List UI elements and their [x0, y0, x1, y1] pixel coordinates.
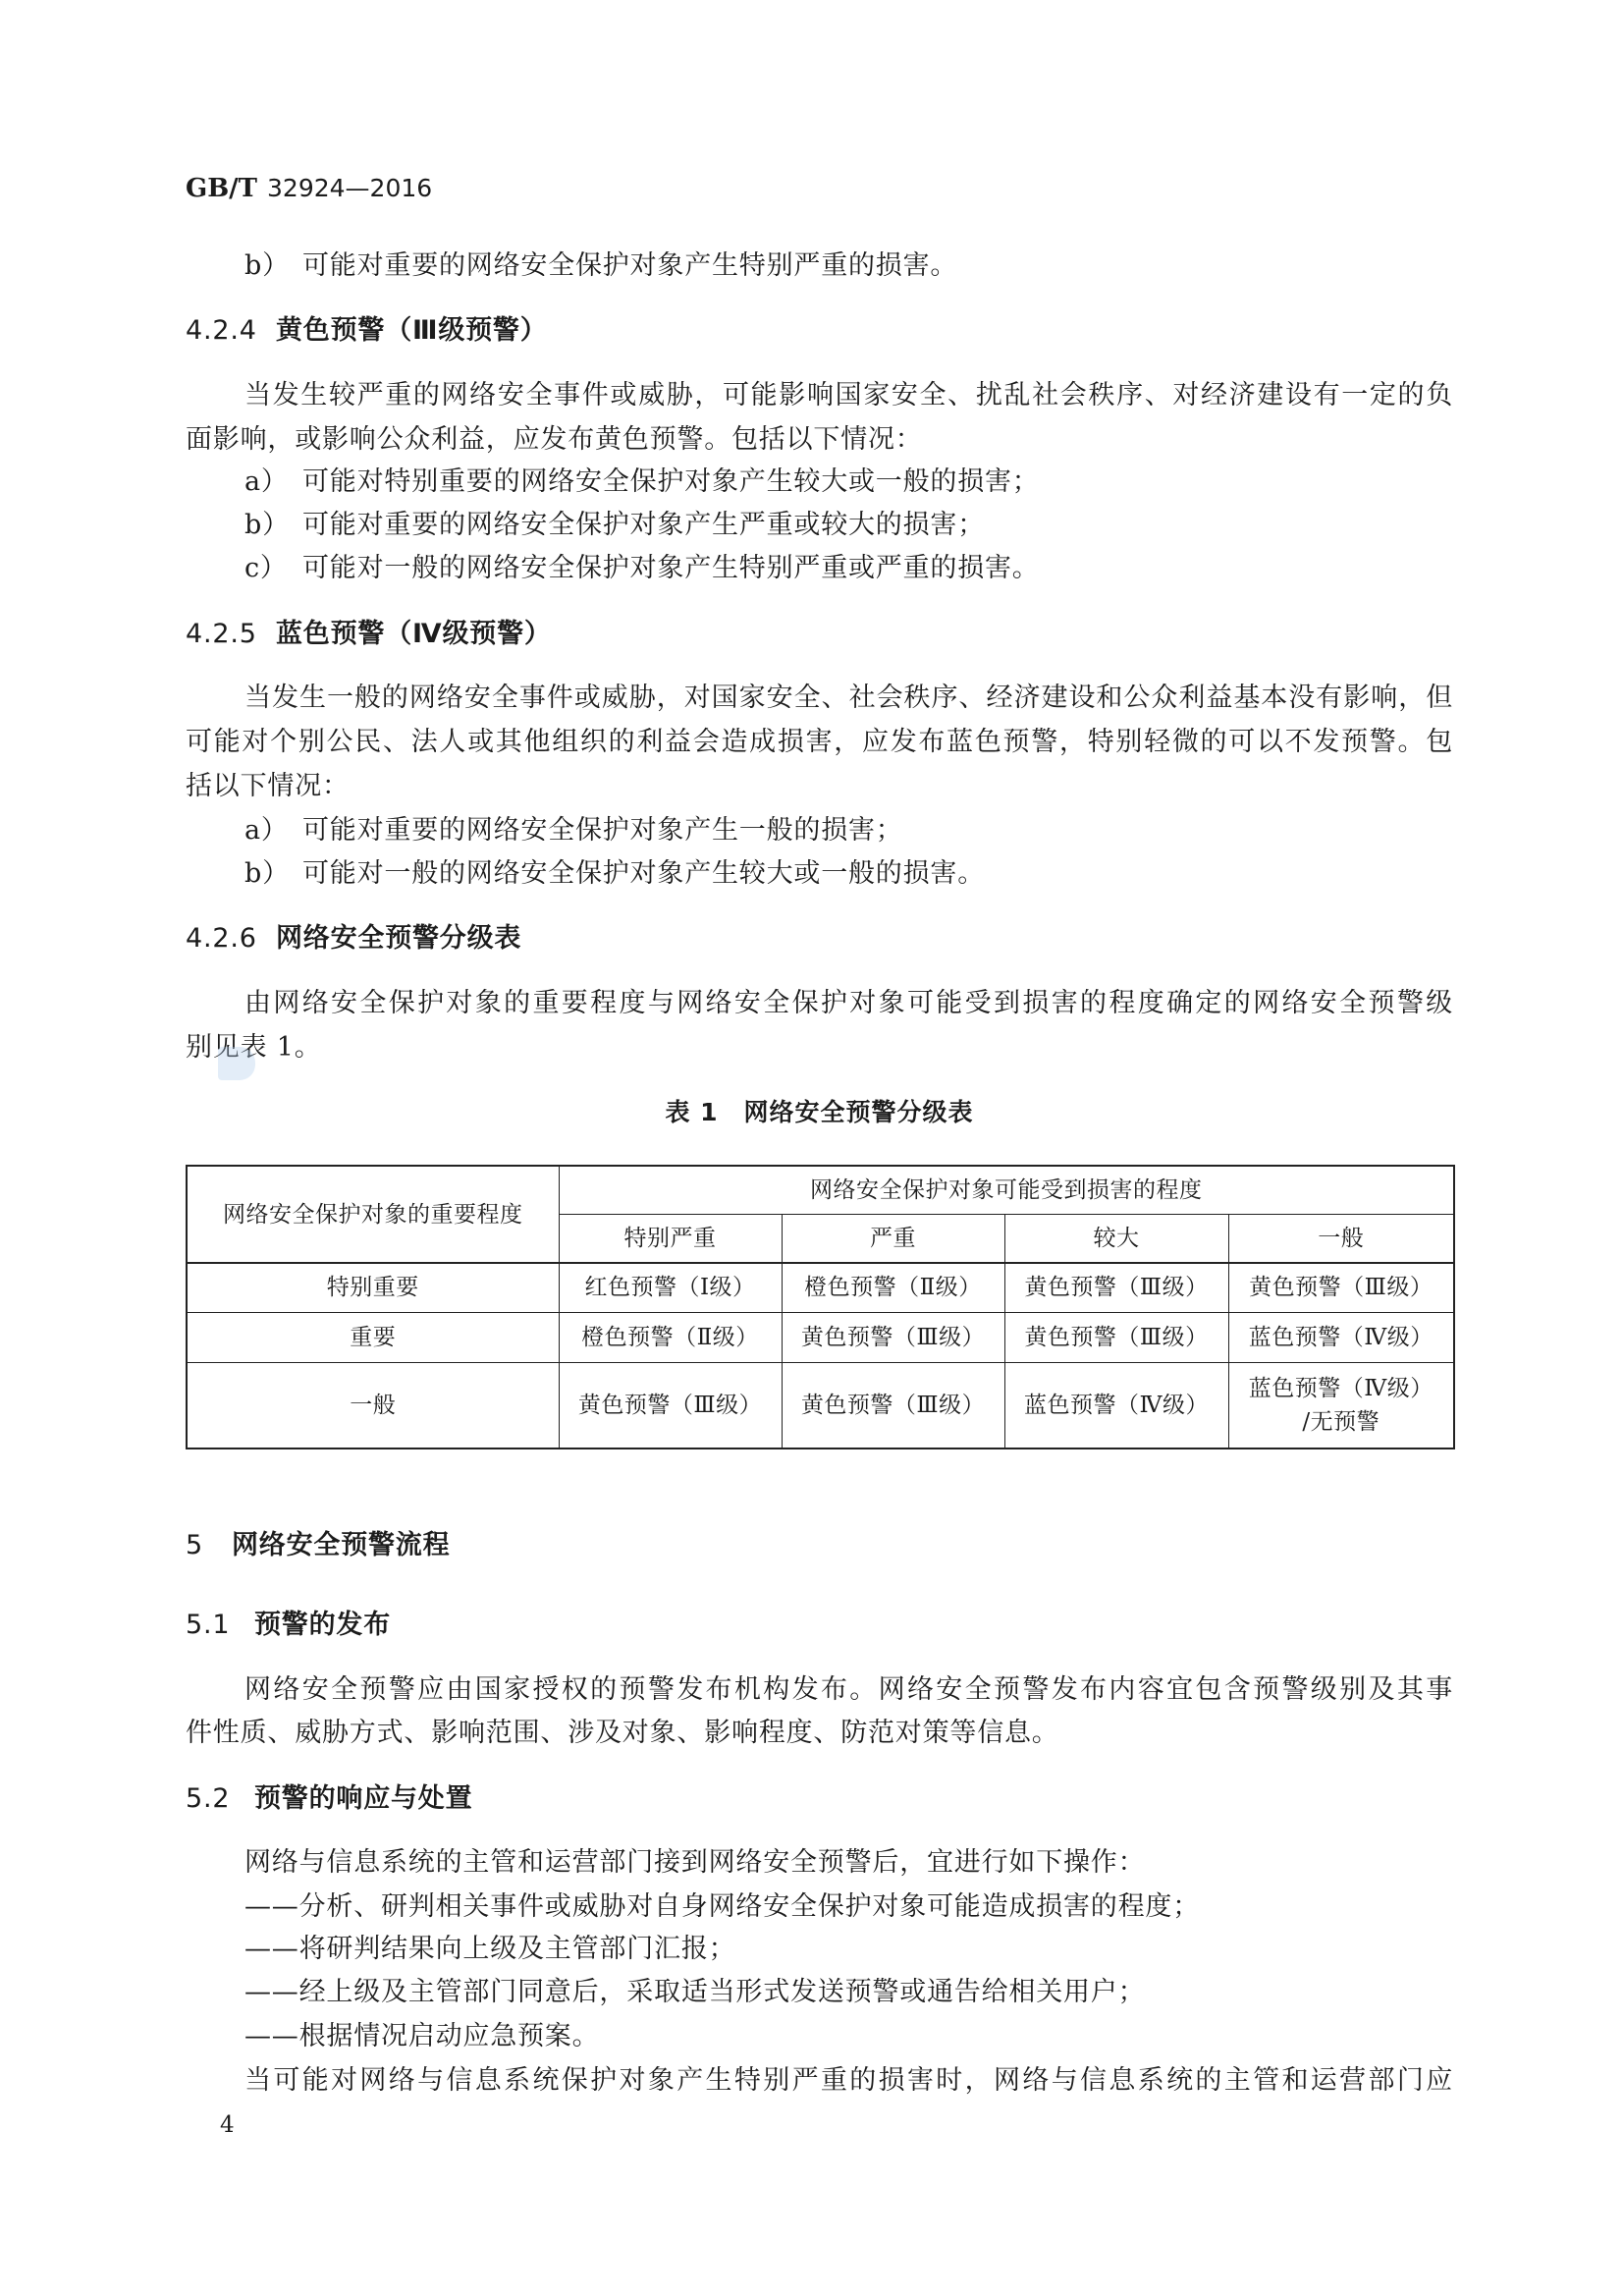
table-cell: 橙色预警（Ⅱ级） — [559, 1312, 782, 1362]
paragraph-line: 面影响，或影响公众利益，应发布黄色预警。包括以下情况： — [186, 424, 923, 455]
paragraph-line: 网络安全预警应由国家授权的预警发布机构发布。网络安全预警发布内容宜包含预警级别及其事 — [244, 1674, 1453, 1705]
list-item-marker: b） — [244, 510, 290, 540]
list-item — [0, 506, 1623, 545]
page-number: 4 — [220, 2112, 235, 2138]
table-cell-line: /无预警 — [1302, 1408, 1380, 1435]
table-label: 表 1 — [665, 1098, 719, 1126]
table-row — [187, 1263, 1454, 1312]
table-cell: 黄色预警（Ⅲ级） — [782, 1362, 1004, 1449]
list-item-marker: c） — [244, 553, 288, 583]
paragraph-line: 由网络安全保护对象的重要程度与网络安全保护对象可能受到损害的程度确定的网络安全预警级 — [244, 988, 1453, 1018]
table-row-label: 重要 — [187, 1312, 559, 1362]
clause-heading-4-2-6 — [0, 919, 1623, 958]
warning-level-table — [186, 1165, 1455, 1449]
list-item-text: 可能对特别重要的网络安全保护对象产生较大或一般的损害； — [302, 466, 1040, 497]
table-row — [187, 1312, 1454, 1362]
table-cell: 黄色预警（Ⅲ级） — [1228, 1263, 1454, 1312]
list-item — [0, 811, 1623, 850]
standard-header — [186, 169, 432, 208]
list-item-text: 可能对重要的网络安全保护对象产生特别严重的损害。 — [302, 250, 958, 281]
clause-number: 4.2.5 — [186, 619, 257, 649]
table-cell: 蓝色预警（Ⅳ级） — [1228, 1312, 1454, 1362]
clause-heading-4-2-4 — [0, 311, 1623, 351]
clause-heading-4-2-5 — [0, 615, 1623, 654]
list-item-marker: a） — [244, 815, 289, 846]
table-row-label: 一般 — [187, 1362, 559, 1449]
clause-title: 黄色预警（Ⅲ级预警） — [276, 315, 548, 346]
table-cell: 黄色预警（Ⅲ级） — [1004, 1312, 1228, 1362]
list-item — [0, 463, 1623, 502]
clause-number: 5.2 — [186, 1783, 231, 1814]
list-item-text: 可能对一般的网络安全保护对象产生较大或一般的损害。 — [302, 858, 985, 889]
paragraph-line: 当发生较严重的网络安全事件或威胁，可能影响国家安全、扰乱社会秩序、对经济建设有一定的负 — [244, 380, 1453, 410]
clause-heading-5-2 — [0, 1779, 1623, 1819]
clause-heading-5 — [0, 1526, 1623, 1565]
list-item-marker: b） — [244, 250, 290, 281]
table-cell: 黄色预警（Ⅲ级） — [782, 1312, 1004, 1362]
table-cell-line: 蓝色预警（Ⅳ级） — [1248, 1375, 1434, 1401]
table-column-header: 特别严重 — [559, 1214, 782, 1263]
paragraph-line: 括以下情况： — [186, 771, 350, 801]
table-cell: 红色预警（Ⅰ级） — [559, 1263, 782, 1312]
paragraph-line: 可能对个别公民、法人或其他组织的利益会造成损害，应发布蓝色预警，特别轻微的可以不发预警。包 — [186, 727, 1453, 757]
table-column-header: 一般 — [1228, 1214, 1454, 1263]
table-row-header-label: 网络安全保护对象的重要程度 — [187, 1166, 559, 1263]
table-cell: 黄色预警（Ⅲ级） — [1004, 1263, 1228, 1312]
list-item-text: 可能对重要的网络安全保护对象产生一般的损害； — [302, 815, 903, 846]
list-item-text: 可能对重要的网络安全保护对象产生严重或较大的损害； — [302, 510, 985, 540]
dash-list-item: ——经上级及主管部门同意后，采取适当形式发送预警或通告给相关用户； — [244, 1977, 1146, 2007]
list-item-marker: b） — [244, 858, 290, 889]
table-cell: 蓝色预警（Ⅳ级） — [1004, 1362, 1228, 1449]
table-column-group-label: 网络安全保护对象可能受到损害的程度 — [559, 1166, 1454, 1214]
standard-code-prefix: GB/T — [186, 174, 258, 203]
clause-title: 网络安全预警流程 — [232, 1530, 451, 1560]
table-cell — [1228, 1362, 1454, 1449]
clause-title: 预警的发布 — [254, 1610, 391, 1640]
dash-list-item: ——根据情况启动应急预案。 — [244, 2021, 600, 2051]
clause-number: 5 — [186, 1530, 203, 1560]
paragraph-line: 网络与信息系统的主管和运营部门接到网络安全预警后，宜进行如下操作： — [244, 1847, 1146, 1878]
list-item — [0, 246, 1623, 286]
table-cell: 黄色预警（Ⅲ级） — [559, 1362, 782, 1449]
clause-title: 蓝色预警（Ⅳ级预警） — [276, 619, 552, 649]
table-row-label: 特别重要 — [187, 1263, 559, 1312]
watermark-mark — [218, 1047, 255, 1080]
table-cell: 橙色预警（Ⅱ级） — [782, 1263, 1004, 1312]
clause-heading-5-1 — [0, 1606, 1623, 1645]
clause-number: 5.1 — [186, 1610, 231, 1640]
table-row — [187, 1362, 1454, 1449]
list-item-marker: a） — [244, 466, 289, 497]
standard-code-number: 32924—2016 — [267, 174, 433, 202]
clause-title: 预警的响应与处置 — [254, 1783, 473, 1814]
list-item — [0, 549, 1623, 588]
paragraph-line: 当发生一般的网络安全事件或威胁，对国家安全、社会秩序、经济建设和公众利益基本没有影响，但 — [244, 683, 1453, 713]
clause-title: 网络安全预警分级表 — [276, 923, 522, 954]
table-column-header: 较大 — [1004, 1214, 1228, 1263]
paragraph-line: 当可能对网络与信息系统保护对象产生特别严重的损害时，网络与信息系统的主管和运营部门应 — [244, 2065, 1453, 2096]
table-column-header: 严重 — [782, 1214, 1004, 1263]
list-item-text: 可能对一般的网络安全保护对象产生特别严重或严重的损害。 — [302, 553, 1040, 583]
dash-list-item: ——将研判结果向上级及主管部门汇报； — [244, 1934, 736, 1964]
list-item — [0, 854, 1623, 894]
dash-list-item: ——分析、研判相关事件或威胁对自身网络安全保护对象可能造成损害的程度； — [244, 1891, 1200, 1922]
paragraph-line: 别见表 1。 — [186, 1032, 322, 1063]
table-header-row — [187, 1166, 1454, 1214]
paragraph-line: 件性质、威胁方式、影响范围、涉及对象、影响程度、防范对策等信息。 — [186, 1718, 1059, 1748]
table-title-text: 网络安全预警分级表 — [743, 1098, 974, 1126]
clause-number: 4.2.6 — [186, 923, 257, 954]
clause-number: 4.2.4 — [186, 315, 257, 346]
table-title — [186, 1093, 1453, 1132]
